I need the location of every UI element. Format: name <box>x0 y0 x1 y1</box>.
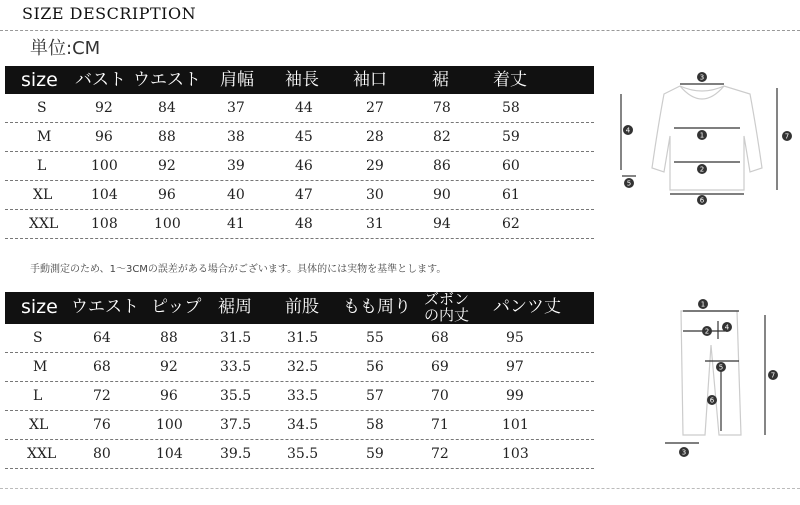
cell: 92 <box>160 359 178 375</box>
page-title: SIZE DESCRIPTION <box>22 4 197 23</box>
cell: 80 <box>93 446 111 462</box>
cell: 31.5 <box>220 330 252 346</box>
table-row <box>5 152 594 181</box>
marker-6-label: 6 <box>699 196 705 205</box>
cell: 39.5 <box>220 446 252 462</box>
table-row <box>5 382 594 411</box>
cell: 68 <box>431 330 449 346</box>
table-row <box>5 411 594 440</box>
header-sleeve-length: 袖長 <box>285 70 319 90</box>
cell: L <box>33 388 43 404</box>
cell: 59 <box>502 129 520 145</box>
cell: 32.5 <box>287 359 319 375</box>
header-size: size <box>21 296 58 318</box>
header-size: size <box>21 69 58 91</box>
cell: 35.5 <box>287 446 319 462</box>
marker-3-label: 3 <box>699 73 705 82</box>
header-hem: 裾 <box>432 70 449 90</box>
cell: 104 <box>156 446 183 462</box>
cell: 68 <box>93 359 111 375</box>
cell: S <box>37 100 47 116</box>
cell: XXL <box>29 216 59 232</box>
header-cuff: 袖口 <box>353 70 387 90</box>
bottom-size-table <box>5 292 594 469</box>
marker-2-label: 2 <box>699 165 705 174</box>
pants-diagram <box>655 295 800 465</box>
marker-4-label: 4 <box>625 126 631 135</box>
cell: 60 <box>502 158 520 174</box>
header-pants-length: パンツ丈 <box>493 297 561 317</box>
divider <box>0 488 800 489</box>
cell: 104 <box>91 187 118 203</box>
cell: 78 <box>433 100 451 116</box>
cell: 92 <box>95 100 113 116</box>
cell: 46 <box>295 158 313 174</box>
cell: 103 <box>502 446 529 462</box>
cell: 33.5 <box>287 388 319 404</box>
cell: 59 <box>366 446 384 462</box>
cell: 37 <box>227 100 245 116</box>
table-row <box>5 210 594 239</box>
cell: 101 <box>502 417 529 433</box>
cell: 94 <box>433 216 451 232</box>
header-bust: バスト <box>75 70 126 90</box>
cell: S <box>33 330 43 346</box>
cell: 61 <box>502 187 520 203</box>
cell: 41 <box>227 216 245 232</box>
cell: 58 <box>502 100 520 116</box>
cell: L <box>37 158 47 174</box>
marker-3-label: 3 <box>681 448 687 457</box>
cell: 86 <box>433 158 451 174</box>
cell: M <box>37 129 52 145</box>
cell: 58 <box>366 417 384 433</box>
cell: 62 <box>502 216 520 232</box>
marker-5-label: 5 <box>626 179 632 188</box>
cell: 99 <box>506 388 524 404</box>
hoodie-diagram <box>610 66 800 216</box>
cell: 38 <box>227 129 245 145</box>
header-thigh: もも周り <box>343 297 411 317</box>
header-length: 着丈 <box>493 70 527 90</box>
cell: 100 <box>156 417 183 433</box>
table-header <box>5 66 594 94</box>
cell: M <box>33 359 48 375</box>
table-row <box>5 94 594 123</box>
cell: 97 <box>506 359 524 375</box>
marker-7-label: 7 <box>784 132 790 141</box>
cell: 55 <box>366 330 384 346</box>
cell: 88 <box>158 129 176 145</box>
table-row <box>5 353 594 382</box>
header-waist: ウエスト <box>133 70 201 90</box>
header-hem-circumference: 裾周 <box>218 297 252 317</box>
table-row <box>5 123 594 152</box>
cell: 108 <box>91 216 118 232</box>
cell: 72 <box>431 446 449 462</box>
cell: 56 <box>366 359 384 375</box>
marker-4-label: 4 <box>724 323 730 332</box>
cell: 71 <box>431 417 449 433</box>
cell: 69 <box>431 359 449 375</box>
cell: 90 <box>433 187 451 203</box>
cell: 44 <box>295 100 313 116</box>
header-inseam-line1: ズボン <box>424 290 470 308</box>
cell: XXL <box>27 446 57 462</box>
marker-6-label: 6 <box>709 396 715 405</box>
table-row <box>5 324 594 353</box>
cell: 34.5 <box>287 417 319 433</box>
cell: 72 <box>93 388 111 404</box>
cell: 31 <box>366 216 384 232</box>
hoodie-outline <box>652 86 762 190</box>
cell: 29 <box>366 158 384 174</box>
cell: 30 <box>366 187 384 203</box>
table-row <box>5 440 594 469</box>
header-hip: ピップ <box>151 297 202 317</box>
cell: 37.5 <box>220 417 252 433</box>
cell: 100 <box>154 216 181 232</box>
cell: 96 <box>95 129 113 145</box>
cell: 92 <box>158 158 176 174</box>
cell: 33.5 <box>220 359 252 375</box>
header-shoulder: 肩幅 <box>220 70 254 90</box>
cell: 47 <box>295 187 313 203</box>
unit-label: 単位:CM <box>30 38 101 59</box>
marker-2-label: 2 <box>704 327 710 336</box>
marker-1-label: 1 <box>699 131 705 140</box>
header-inseam-line2: の内丈 <box>424 306 470 324</box>
cell: 45 <box>295 129 313 145</box>
marker-1-label: 1 <box>700 300 706 309</box>
cell: 84 <box>158 100 176 116</box>
cell: 82 <box>433 129 451 145</box>
cell: 35.5 <box>220 388 252 404</box>
top-size-table <box>5 66 594 239</box>
cell: 57 <box>366 388 384 404</box>
header-front-rise: 前股 <box>285 297 319 317</box>
marker-7-label: 7 <box>770 371 776 380</box>
cell: 95 <box>506 330 524 346</box>
cell: 48 <box>295 216 313 232</box>
cell: 28 <box>366 129 384 145</box>
measurement-note: 手動測定のため、1〜3CMの誤差がある場合がございます。具体的には実物を基準とします。 <box>30 264 447 275</box>
cell: 64 <box>93 330 111 346</box>
cell: 76 <box>93 417 111 433</box>
cell: 96 <box>158 187 176 203</box>
cell: 88 <box>160 330 178 346</box>
table-header <box>5 292 594 324</box>
cell: 100 <box>91 158 118 174</box>
cell: 39 <box>227 158 245 174</box>
table-row <box>5 181 594 210</box>
cell: 70 <box>431 388 449 404</box>
cell: XL <box>29 417 49 433</box>
marker-5-label: 5 <box>718 363 724 372</box>
cell: 31.5 <box>287 330 319 346</box>
header-waist: ウエスト <box>71 297 139 317</box>
cell: 96 <box>160 388 178 404</box>
divider <box>0 30 800 31</box>
cell: 27 <box>366 100 384 116</box>
cell: XL <box>33 187 53 203</box>
cell: 40 <box>227 187 245 203</box>
